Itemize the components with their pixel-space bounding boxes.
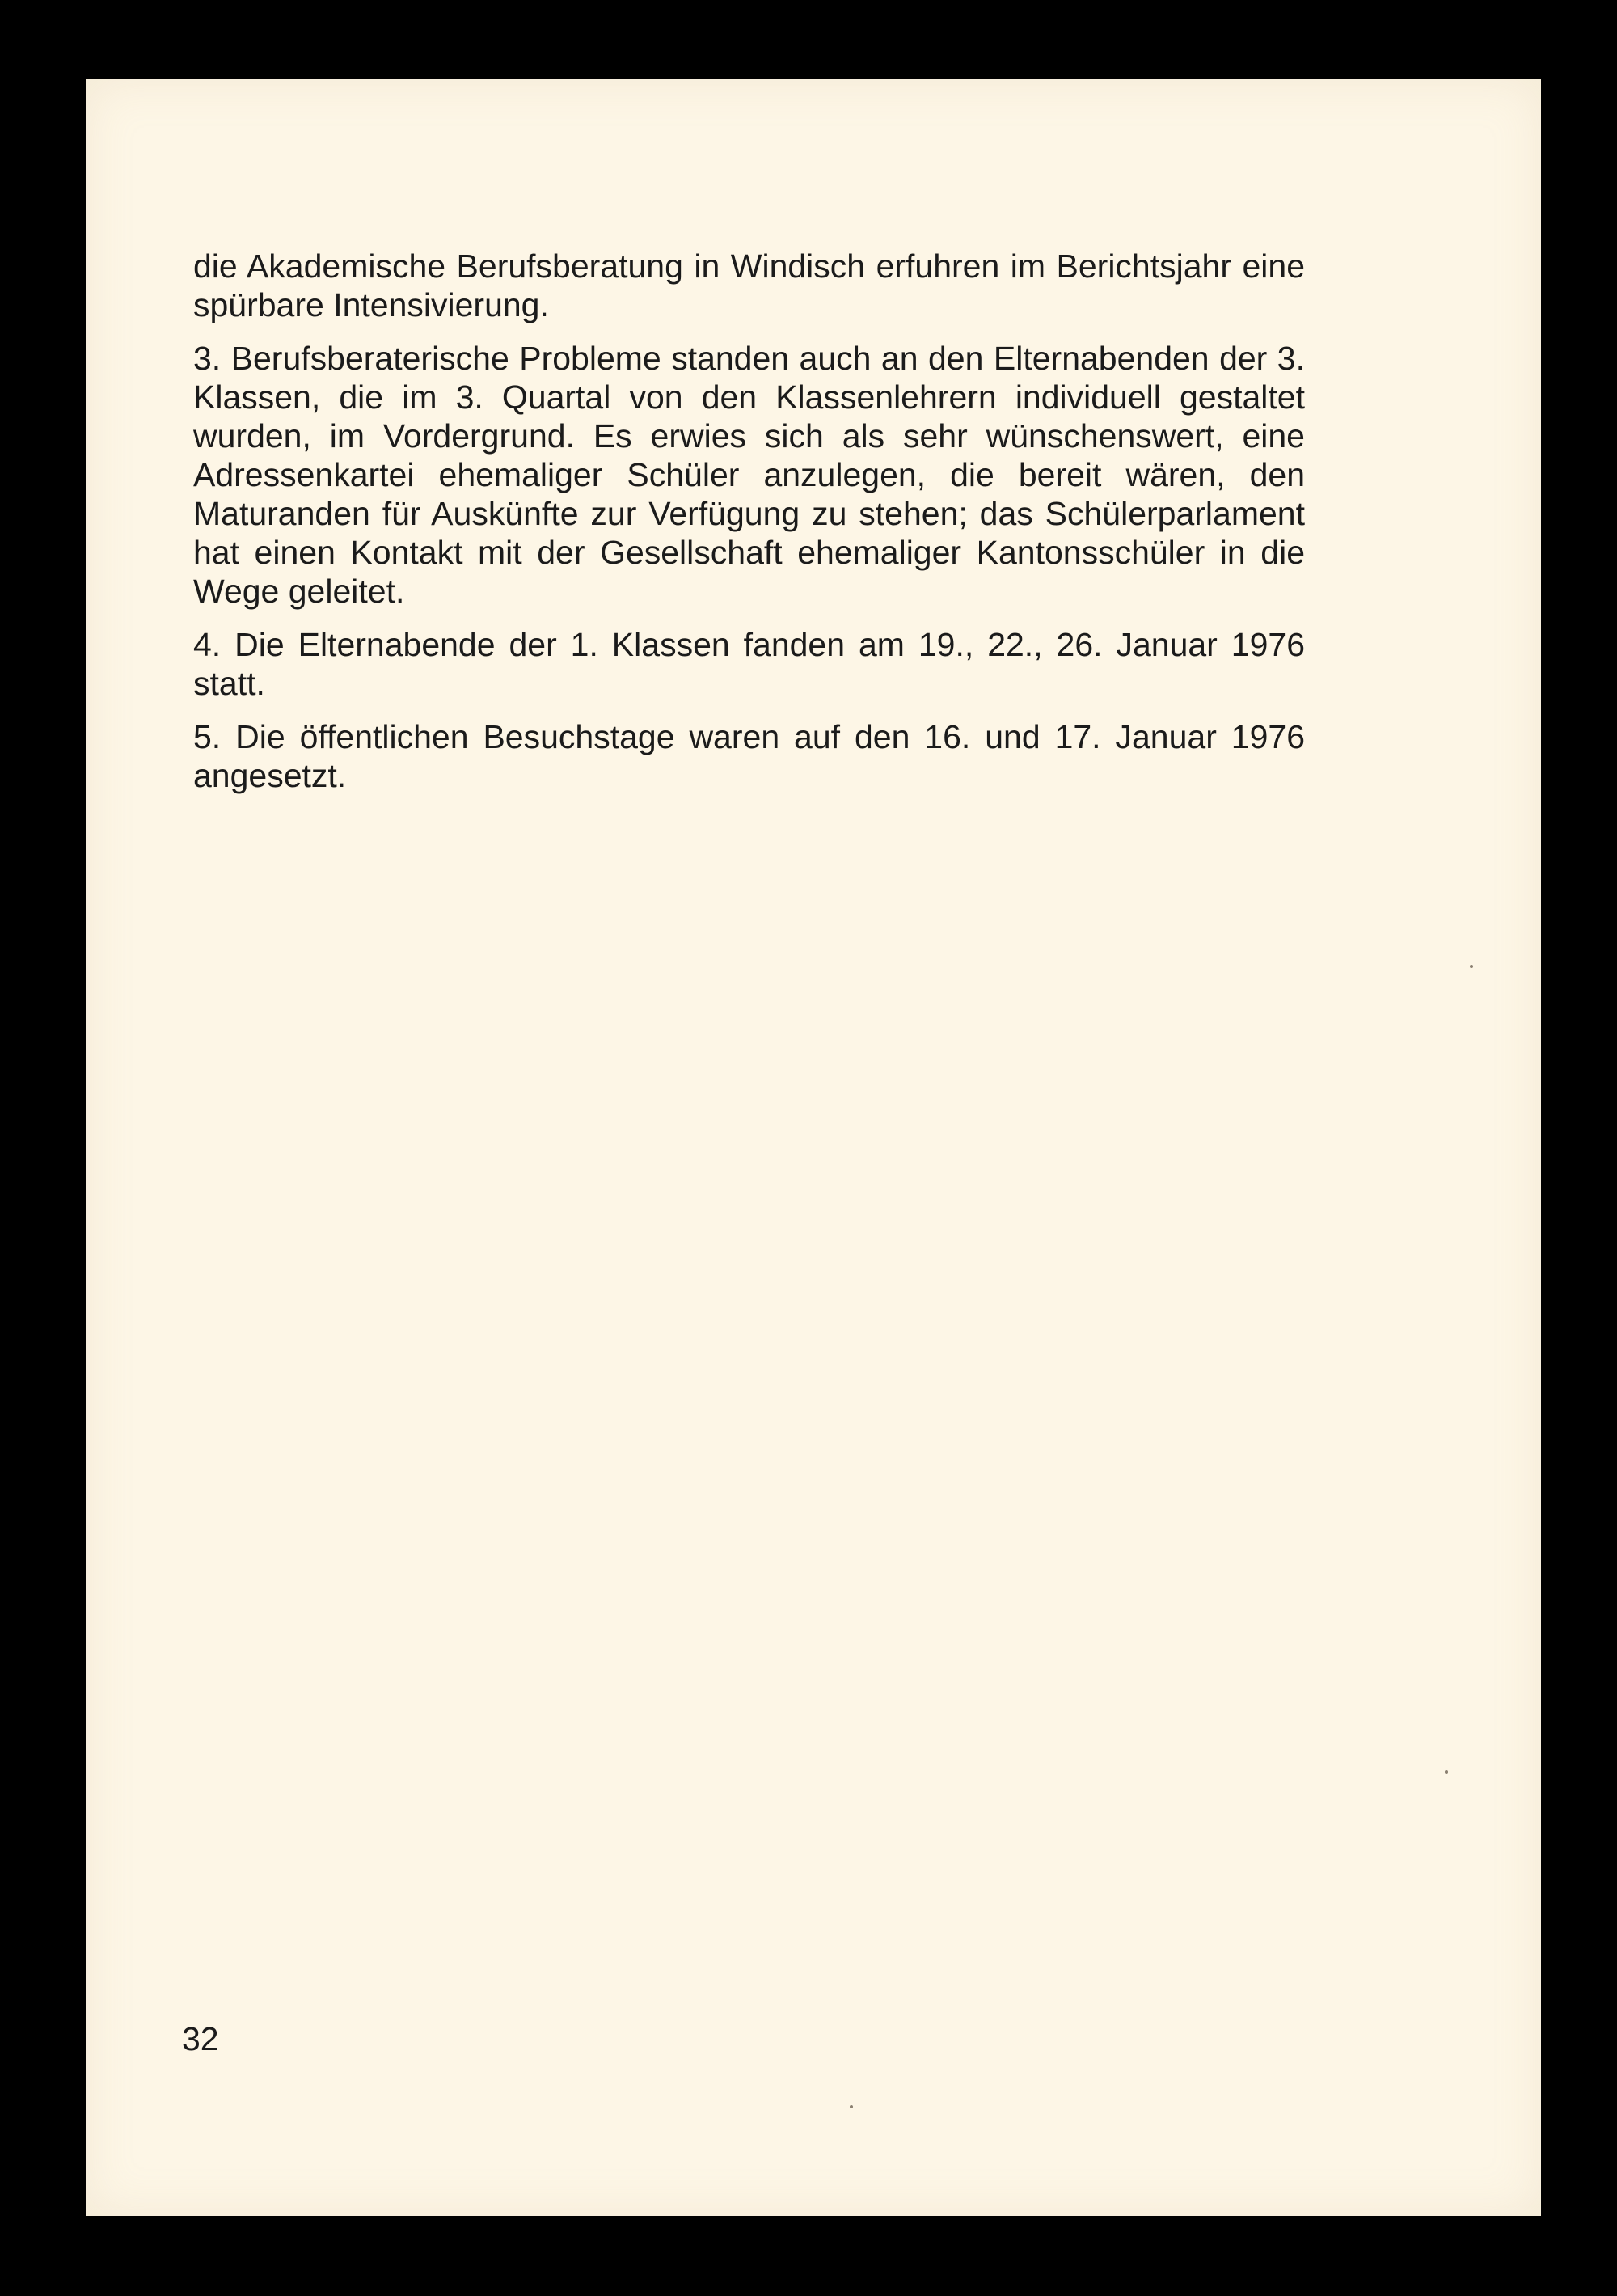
paragraph-2: 3. Berufsberaterische Probleme standen auch an den Elternabenden der 3. Klassen, die im 3. Quartal von den Klassenlehrern individuell gestaltet wurden, im Vordergrund. Es erwies sich als sehr wünschenswert, eine Adressenkartei ehemaliger Schüler anzulegen, die bereit wären, den Maturanden für Auskünfte zur Verfügung zu stehen; das Schülerparlament hat einen Kontakt mit der Gesellschaft ehemaliger Kantonsschüler in die Wege geleitet.	[193, 340, 1305, 610]
paragraph-1: die Akademische Berufsberatung in Windisch erfuhren im Berichtsjahr eine spürbare Intensivierung.	[193, 247, 1305, 323]
paragraph-4: 5. Die öffentlichen Besuchstage waren auf den 16. und 17. Januar 1976 angesetzt.	[193, 718, 1305, 794]
page-number: 32	[182, 2020, 219, 2057]
document-page	[86, 79, 1541, 2216]
paragraph-3: 4. Die Elternabende der 1. Klassen fanden am 19., 22., 26. Januar 1976 statt.	[193, 626, 1305, 702]
paper-speck	[850, 2105, 853, 2108]
paper-speck	[1470, 965, 1473, 968]
paper-speck	[1445, 1770, 1448, 1774]
body-text	[193, 247, 1305, 810]
